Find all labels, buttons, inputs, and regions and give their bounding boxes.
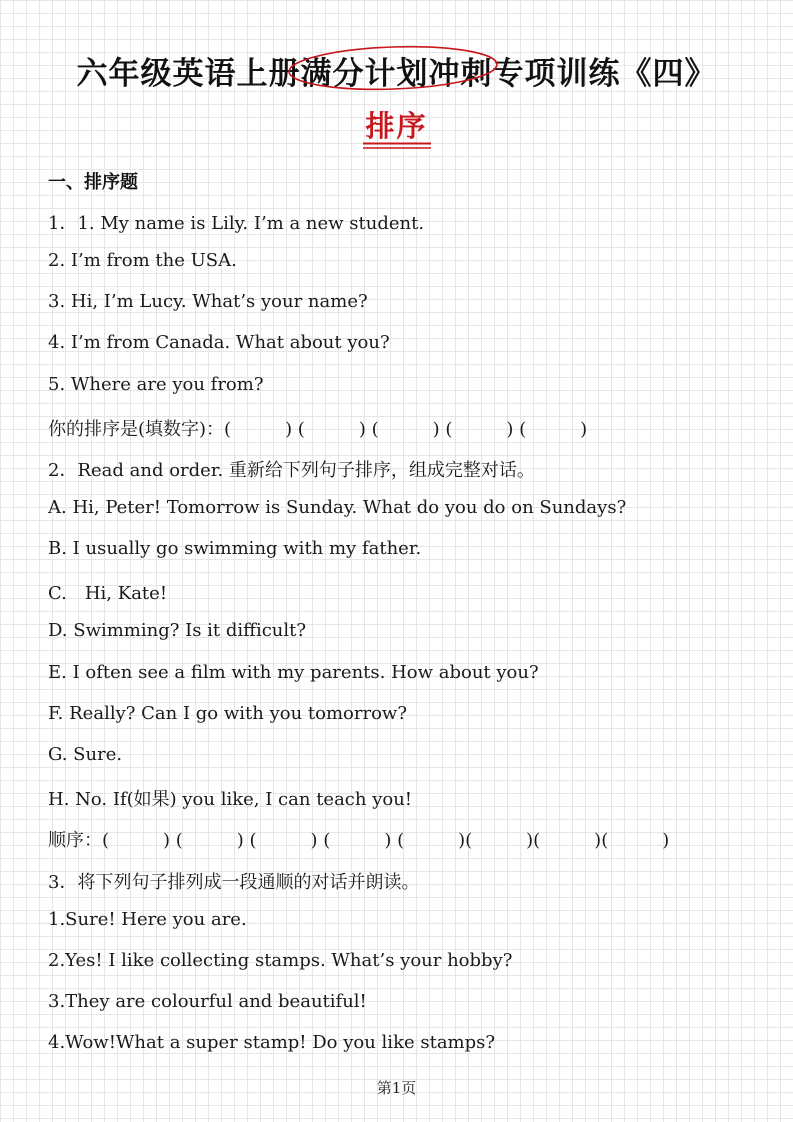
text-line: D. Swimming? Is it difficult? (48, 620, 307, 641)
section-heading: 一、排序题 (48, 172, 138, 193)
double-underline-icon (363, 142, 431, 150)
text-line: E. I often see a film with my parents. How about you? (48, 662, 539, 683)
answer-line: 顺序：( ) ( ) ( ) ( ) ( )( )( )( ) (48, 830, 670, 851)
text-line: 2. I’m from the USA. (48, 250, 237, 271)
text-line: A. Hi, Peter! Tomorrow is Sunday. What do you do on Sundays? (48, 497, 627, 518)
text-line: G. Sure. (48, 744, 123, 765)
text-line: 5. Where are you from? (48, 374, 264, 395)
text-line: 4.Wow!What a super stamp! Do you like stamps? (48, 1032, 496, 1053)
text-line: F. Really? Can I go with you tomorrow? (48, 703, 407, 724)
text-line: 4. I’m from Canada. What about you? (48, 332, 390, 353)
answer-line: 你的排序是(填数字)：( ) ( ) ( ) ( ) ( ) (48, 419, 588, 440)
question-heading: 2．Read and order. 重新给下列句子排序，组成完整对话。 (48, 460, 535, 481)
text-line: C. Hi, Kate! (48, 583, 168, 604)
text-line: 3. Hi, I’m Lucy. What’s your name? (48, 291, 368, 312)
page-subtitle: 排序 (365, 109, 428, 143)
text-line: H. No. If(如果) you like, I can teach you! (48, 789, 413, 810)
text-line: 3.They are colourful and beautiful! (48, 991, 367, 1012)
circle-annotation-icon (286, 44, 500, 92)
text-line: 2.Yes! I like collecting stamps. What’s your hobby? (48, 950, 513, 971)
page-number: 第1页 (376, 1079, 417, 1097)
text-line: 1.Sure! Here you are. (48, 909, 247, 930)
page-title: 六年级英语上册满分计划冲刺专项训练《四》 (76, 56, 717, 92)
question-heading: 3．将下列句子排列成一段通顺的对话并朗读。 (48, 872, 420, 893)
text-line: 1．1. My name is Lily. I’m a new student. (48, 213, 425, 234)
text-line: B. I usually go swimming with my father. (48, 538, 422, 559)
